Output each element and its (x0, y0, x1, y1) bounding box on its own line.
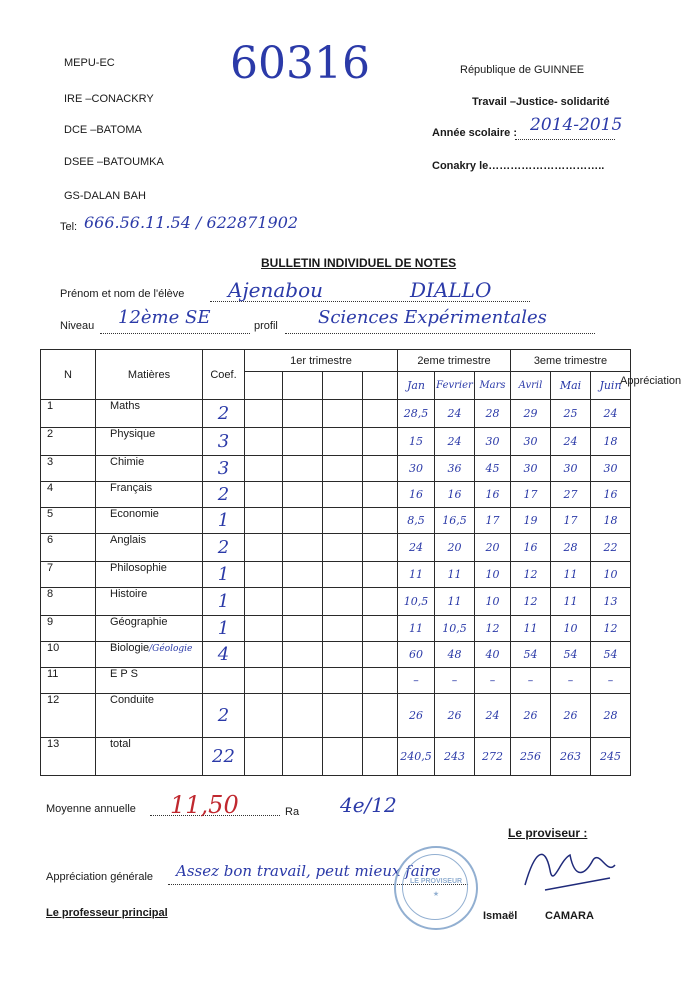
row-coef: 22 (203, 738, 245, 776)
date-line: Conakry le………………………….. (432, 160, 605, 172)
grade-cell: 30 (591, 456, 631, 482)
grade-cell: 25 (551, 400, 591, 428)
grade-cell: 16 (511, 534, 551, 562)
subject-name: Chimie (110, 456, 145, 468)
grade-cell: 30 (511, 428, 551, 456)
month-apr: Avril (511, 372, 551, 400)
table-row (41, 694, 631, 738)
grade-cell: 54 (591, 642, 631, 668)
grade-cell: 28 (591, 694, 631, 738)
subject-name: Anglais (110, 534, 147, 546)
month-jan: Jan (398, 372, 435, 400)
row-coef (203, 668, 245, 694)
student-first-name: Ajenabou (228, 278, 324, 302)
dce-label: DCE –BATOMA (64, 124, 142, 136)
grade-cell: 16 (591, 482, 631, 508)
principal-title: Le proviseur : (508, 826, 588, 840)
row-coef: 4 (203, 642, 245, 668)
grade-cell: 30 (511, 456, 551, 482)
profile-value: Sciences Expérimentales (318, 307, 547, 328)
subject-name: Conduite (110, 694, 155, 706)
grade-cell: 24 (591, 400, 631, 428)
row-subject (96, 694, 203, 738)
grade-cell: 24 (551, 428, 591, 456)
row-coef: 2 (203, 400, 245, 428)
grade-cell: 54 (551, 642, 591, 668)
grade-cell: 16 (475, 482, 511, 508)
grade-cell: 11 (398, 562, 435, 588)
grade-cell: 10 (591, 562, 631, 588)
grade-cell: 272 (475, 738, 511, 776)
grade-cell: 10,5 (398, 588, 435, 616)
grades-table (40, 349, 631, 776)
principal-signature (515, 840, 625, 900)
header-trimester-2: 2eme trimestre (398, 350, 511, 372)
row-coef: 1 (203, 616, 245, 642)
annual-average-value: 11,50 (170, 791, 239, 819)
grade-cell: 30 (398, 456, 435, 482)
school-stamp: LE PROVISEUR ★ (394, 846, 478, 930)
month-feb: Fevrier (435, 372, 475, 400)
grade-cell: 11 (551, 588, 591, 616)
row-number: 7 (41, 562, 96, 588)
grade-cell: 256 (511, 738, 551, 776)
level-line (100, 333, 250, 334)
subject-name: Philosophie (110, 562, 167, 574)
profile-line (285, 333, 595, 334)
grade-cell: 240,5 (398, 738, 435, 776)
grade-cell: 11 (511, 616, 551, 642)
row-subject (96, 400, 203, 428)
table-row (41, 738, 631, 776)
table-row (41, 400, 631, 428)
subject-name: Géographie (110, 616, 168, 628)
subject-extra: /Géologie (149, 644, 193, 654)
row-number: 4 (41, 482, 96, 508)
annual-average-label: Moyenne annuelle (46, 803, 136, 815)
grade-cell: 17 (551, 508, 591, 534)
month-may: Mai (551, 372, 591, 400)
rank-value: 4e/12 (340, 793, 397, 817)
row-subject (96, 456, 203, 482)
table-row (41, 508, 631, 534)
row-coef: 1 (203, 588, 245, 616)
table-row (41, 642, 631, 668)
grade-cell: 26 (551, 694, 591, 738)
dsee-label: DSEE –BATOUMKA (64, 156, 164, 168)
row-coef: 2 (203, 534, 245, 562)
grade-cell: – (551, 668, 591, 694)
grade-cell: 24 (398, 534, 435, 562)
row-number: 5 (41, 508, 96, 534)
month-mar: Mars (475, 372, 511, 400)
grade-cell: 10,5 (435, 616, 475, 642)
table-row (41, 534, 631, 562)
row-subject (96, 668, 203, 694)
header-appreciation: Appréciation (620, 375, 682, 387)
grade-cell: 30 (475, 428, 511, 456)
row-number: 1 (41, 400, 96, 428)
rank-label: Ra (285, 806, 300, 818)
grade-cell: 24 (475, 694, 511, 738)
grade-cell: 11 (551, 562, 591, 588)
appreciation-value: Assez bon travail, peut mieux faire (176, 862, 441, 880)
grade-cell: 15 (398, 428, 435, 456)
table-row (41, 456, 631, 482)
row-number: 12 (41, 694, 96, 738)
student-last-name: DIALLO (410, 278, 492, 302)
grade-cell: 12 (511, 588, 551, 616)
grade-cell: 60 (398, 642, 435, 668)
grade-cell: 17 (475, 508, 511, 534)
row-subject (96, 508, 203, 534)
level-label: Niveau (60, 320, 95, 332)
grade-cell: 245 (591, 738, 631, 776)
grade-cell: 10 (475, 562, 511, 588)
grade-cell: 10 (551, 616, 591, 642)
grade-cell: 26 (511, 694, 551, 738)
tel-label: Tel: (60, 221, 78, 233)
grade-cell: 36 (435, 456, 475, 482)
main-teacher-label: Le professeur principal (46, 907, 168, 919)
principal-first-name: Ismaël (483, 910, 518, 922)
header-trimester-1: 1er trimestre (245, 350, 398, 372)
grade-cell: 30 (551, 456, 591, 482)
row-number: 13 (41, 738, 96, 776)
grade-cell: 17 (511, 482, 551, 508)
row-coef: 2 (203, 694, 245, 738)
grade-cell: 263 (551, 738, 591, 776)
school-year-label: Année scolaire : (432, 127, 517, 139)
grade-cell: 11 (435, 588, 475, 616)
row-coef: 3 (203, 428, 245, 456)
subject-name: E P S (110, 668, 138, 680)
grade-cell: 28 (475, 400, 511, 428)
subject-name: Français (110, 482, 153, 494)
grade-cell: 18 (591, 428, 631, 456)
row-number: 2 (41, 428, 96, 456)
row-subject (96, 616, 203, 642)
grade-cell: 45 (475, 456, 511, 482)
grade-cell: 243 (435, 738, 475, 776)
ire-label: IRE –CONACKRY (64, 93, 154, 105)
header-trimester-3: 3eme trimestre (511, 350, 631, 372)
grade-cell: 16,5 (435, 508, 475, 534)
row-coef: 3 (203, 456, 245, 482)
grade-cell: 54 (511, 642, 551, 668)
header-subject: Matières (96, 350, 203, 400)
table-row (41, 482, 631, 508)
grade-cell: – (475, 668, 511, 694)
appreciation-label: Appréciation générale (46, 871, 154, 883)
grade-cell: – (398, 668, 435, 694)
school-year-value: 2014-2015 (530, 115, 623, 135)
grade-cell: – (591, 668, 631, 694)
row-coef: 1 (203, 562, 245, 588)
subject-name: Physique (110, 428, 156, 440)
grade-cell: 28 (551, 534, 591, 562)
row-number: 11 (41, 668, 96, 694)
grade-cell: 22 (591, 534, 631, 562)
row-subject (96, 562, 203, 588)
row-coef: 1 (203, 508, 245, 534)
row-number: 6 (41, 534, 96, 562)
header-n: N (41, 350, 96, 400)
month-jun: Juin (591, 372, 631, 400)
grade-cell: 20 (475, 534, 511, 562)
table-row (41, 668, 631, 694)
row-subject (96, 642, 203, 668)
row-coef: 2 (203, 482, 245, 508)
row-number: 3 (41, 456, 96, 482)
subject-name: Maths (110, 400, 140, 412)
table-row (41, 428, 631, 456)
table-row (41, 562, 631, 588)
row-subject (96, 588, 203, 616)
school-year-line (515, 139, 615, 140)
grade-cell: 8,5 (398, 508, 435, 534)
grade-cell: 12 (475, 616, 511, 642)
subject-name: Histoire (110, 588, 148, 600)
grade-cell: 20 (435, 534, 475, 562)
row-number: 8 (41, 588, 96, 616)
grade-cell: 10 (475, 588, 511, 616)
grade-cell: 26 (398, 694, 435, 738)
grade-cell: 12 (511, 562, 551, 588)
grade-cell: 18 (591, 508, 631, 534)
level-value: 12ème SE (118, 307, 211, 328)
grade-cell: 29 (511, 400, 551, 428)
row-number: 10 (41, 642, 96, 668)
grade-cell: 11 (398, 616, 435, 642)
tel-value: 666.56.11.54 / 622871902 (84, 213, 299, 232)
row-number: 9 (41, 616, 96, 642)
country-label: République de GUINNEE (460, 64, 585, 76)
grade-cell: 28,5 (398, 400, 435, 428)
grade-cell: 26 (435, 694, 475, 738)
subject-name: total (110, 738, 131, 750)
grade-cell: 40 (475, 642, 511, 668)
principal-last-name: CAMARA (545, 910, 594, 922)
row-subject (96, 482, 203, 508)
grade-cell: 19 (511, 508, 551, 534)
ministry-label: MEPU-EC (64, 57, 115, 69)
grade-cell: 24 (435, 428, 475, 456)
row-subject (96, 428, 203, 456)
subject-name: Economie (110, 508, 159, 520)
grade-cell: 27 (551, 482, 591, 508)
grade-cell: 16 (398, 482, 435, 508)
grade-cell: 16 (435, 482, 475, 508)
row-subject (96, 738, 203, 776)
student-name-label: Prénom et nom de l'élève (60, 288, 185, 300)
table-row (41, 588, 631, 616)
subject-name: Biologie (110, 642, 150, 654)
grade-cell: 13 (591, 588, 631, 616)
profile-label: profil (254, 320, 278, 332)
grade-cell: 48 (435, 642, 475, 668)
page-title: BULLETIN INDIVIDUEL DE NOTES (261, 256, 457, 270)
handwritten-number: 60316 (230, 38, 370, 89)
grade-cell: 12 (591, 616, 631, 642)
school-label: GS-DALAN BAH (64, 190, 146, 202)
table-row (41, 616, 631, 642)
grade-cell: 11 (435, 562, 475, 588)
grade-cell: 24 (435, 400, 475, 428)
grade-cell: – (435, 668, 475, 694)
grade-cell: – (511, 668, 551, 694)
row-subject (96, 534, 203, 562)
header-coef: Coef. (203, 350, 245, 400)
motto-label: Travail –Justice- solidarité (472, 96, 610, 108)
